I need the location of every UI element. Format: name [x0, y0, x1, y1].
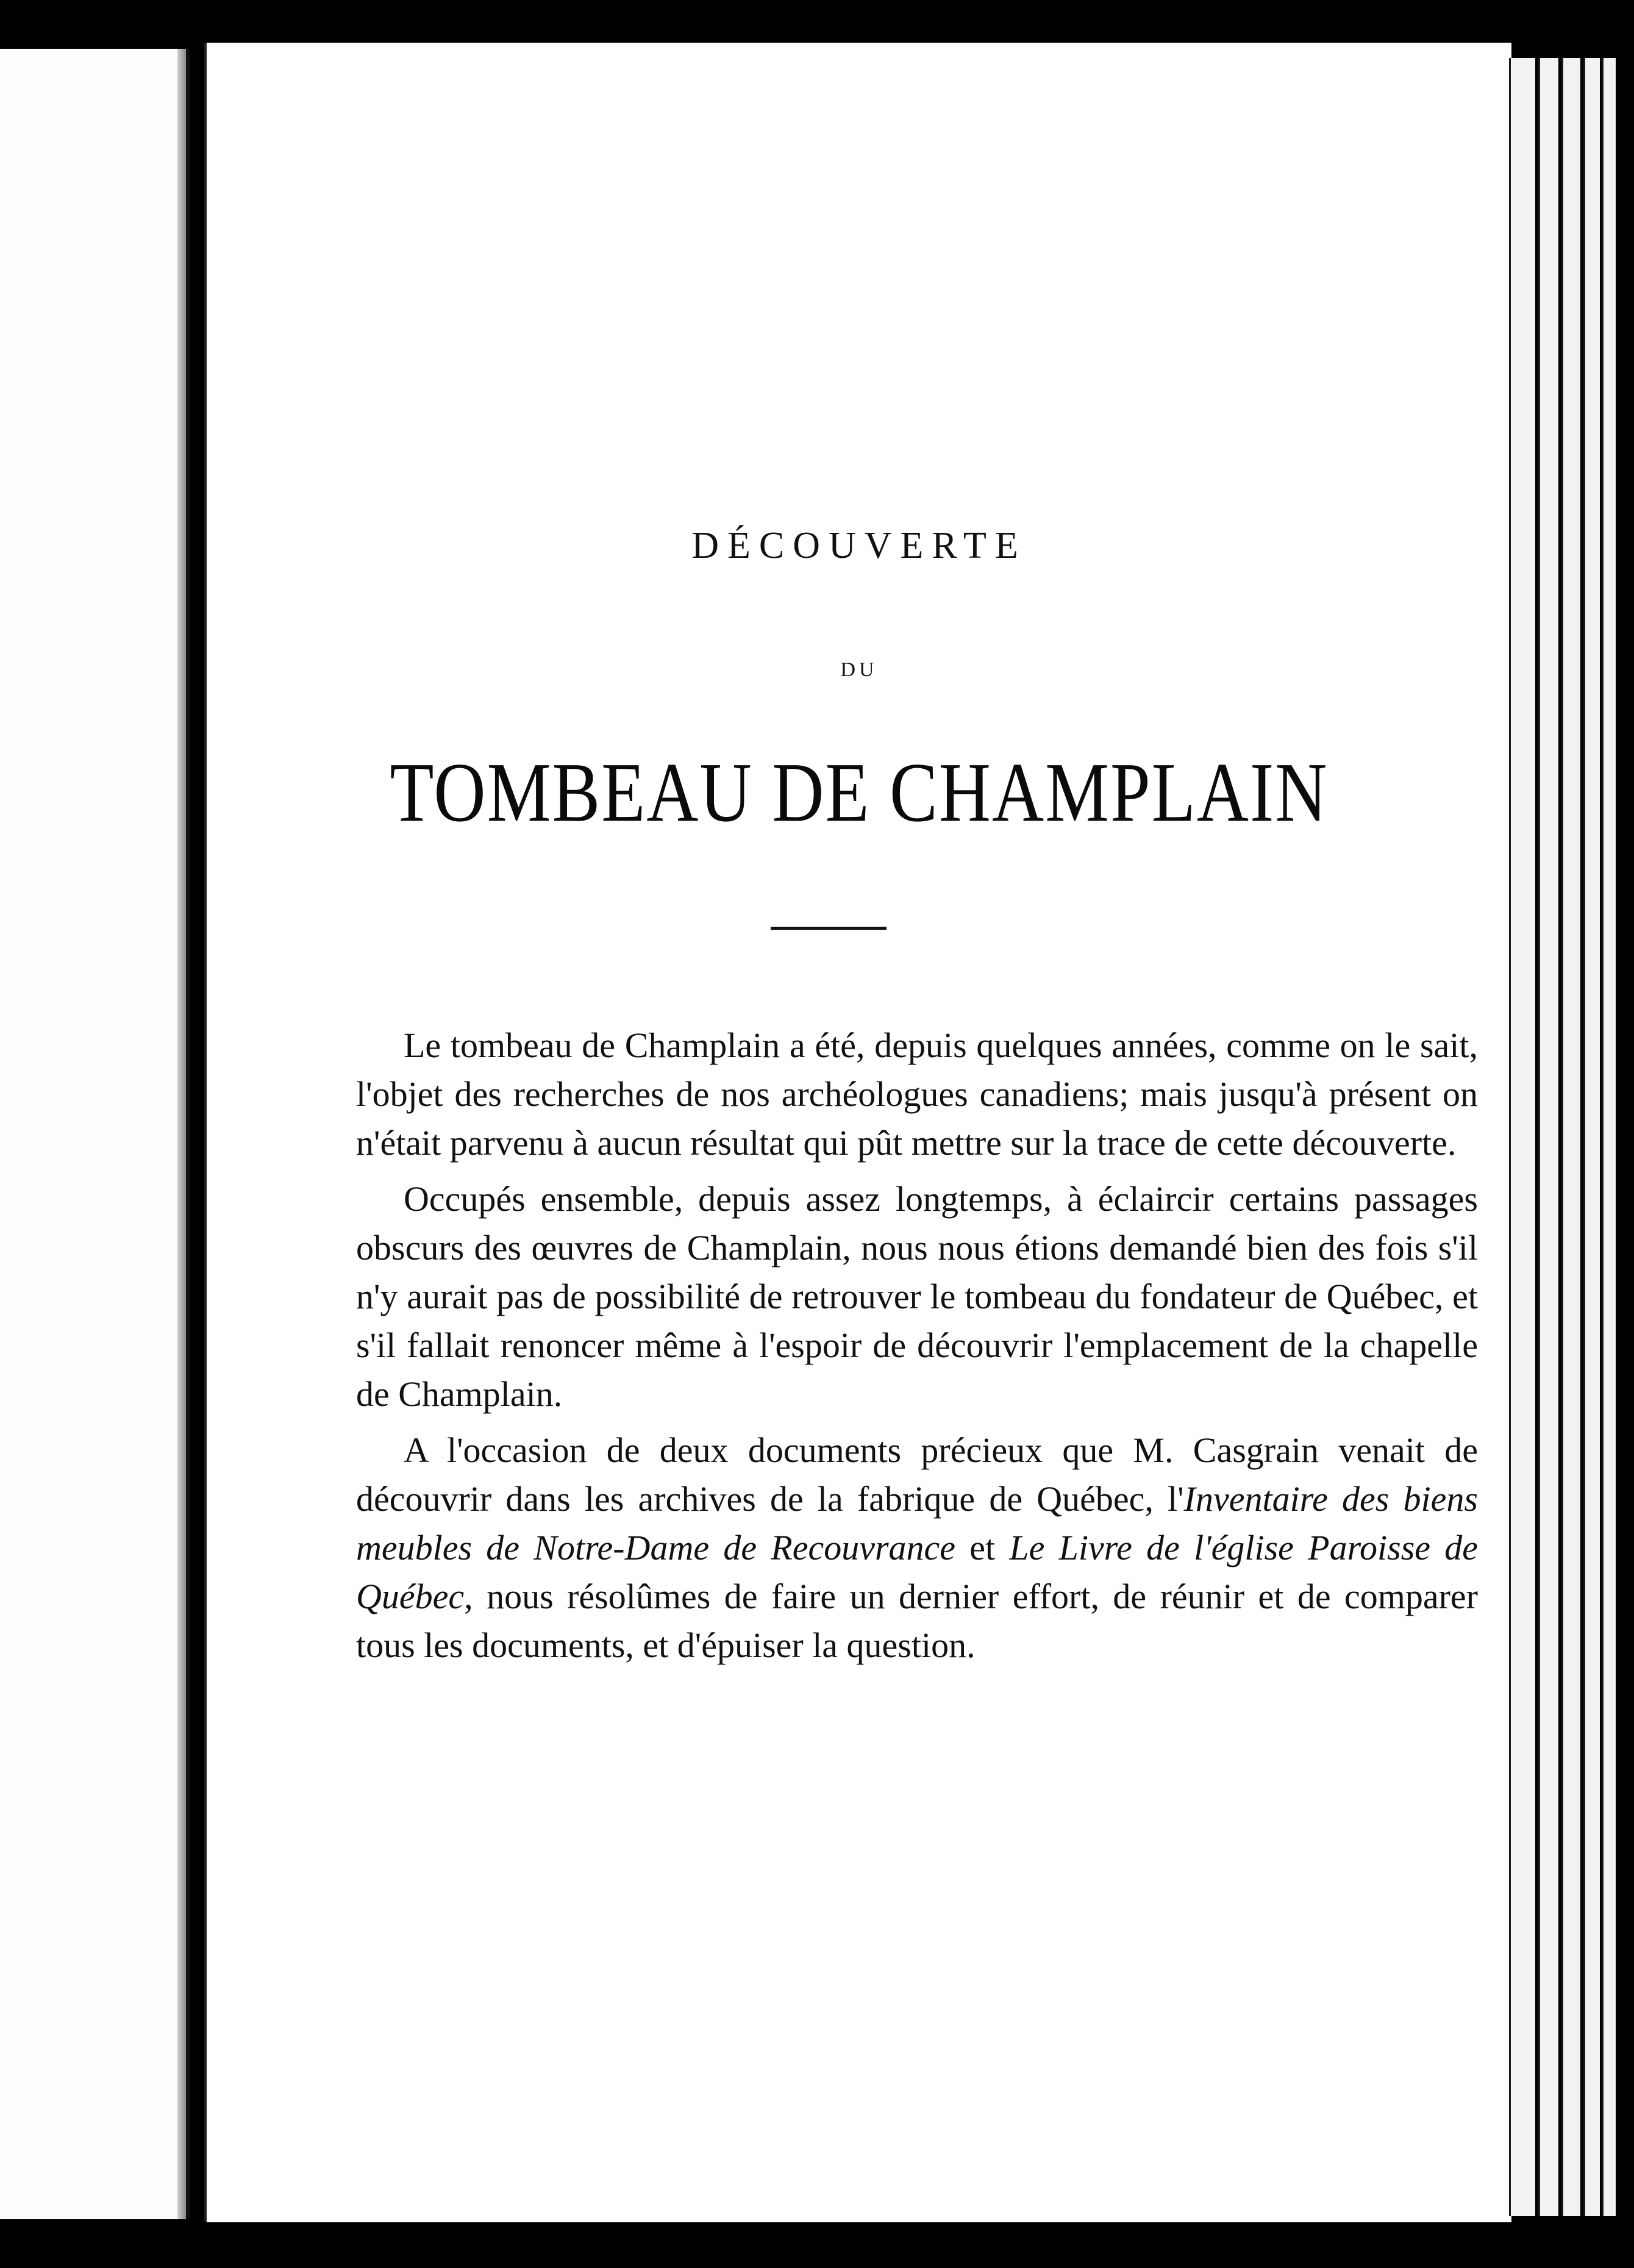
page-edge	[1602, 58, 1616, 2216]
page-edge	[1561, 58, 1580, 2216]
left-page-edge	[0, 49, 190, 2219]
heading-tombeau: TOMBEAU DE CHAMPLAIN	[390, 745, 1329, 840]
paragraph-3	[356, 1426, 1478, 1670]
paragraph-3-part-1: A l'occasion de deux documents précieux que M. Casgrain venait de découvrir dans les archives de la fabrique de Québec, l'	[356, 1430, 1478, 1519]
heading-decouverte: DÉCOUVERTE	[691, 525, 1027, 566]
page-edge	[1538, 58, 1558, 2216]
page-edge	[1509, 58, 1535, 2216]
paragraph-3-italic-livre: Le Livre de l'église Paroisse de Québec	[356, 1528, 1478, 1616]
body-text	[356, 1021, 1478, 1677]
page-edges-stack	[1509, 58, 1616, 2216]
title-divider	[771, 927, 887, 930]
paragraph-3-part-2: et	[955, 1528, 1010, 1567]
page-edge	[1583, 58, 1600, 2216]
paragraph-3-italic-inventaire: Inventaire des biens meubles de Notre-Dame de Recouvrance	[356, 1479, 1478, 1567]
paragraph-3-part-3: , nous résolûmes de faire un dernier effort, de réunir et de comparer tous les documents, et d'épuiser la question.	[356, 1577, 1478, 1665]
book-spine	[177, 49, 186, 2219]
main-page	[204, 43, 1511, 2222]
paragraph-1: Le tombeau de Champlain a été, depuis quelques années, comme on le sait, l'objet des recherches de nos archéologues canadiens; mais jusqu'à présent on n'était parvenu à aucun résultat qui pût mettre sur la trace de cette découverte.	[356, 1025, 1478, 1163]
paragraph-2: Occupés ensemble, depuis assez longtemps, à éclaircir certains passages obscurs des œuvres de Champlain, nous nous étions demandé bien des fois s'il n'y aurait pas de possibilité de retrouver le tombeau du fondateur de Québec, et s'il fallait renoncer même à l'espoir de découvrir l'emplacement de la chapelle de Champlain.	[356, 1179, 1478, 1414]
heading-du: DU	[840, 658, 878, 681]
